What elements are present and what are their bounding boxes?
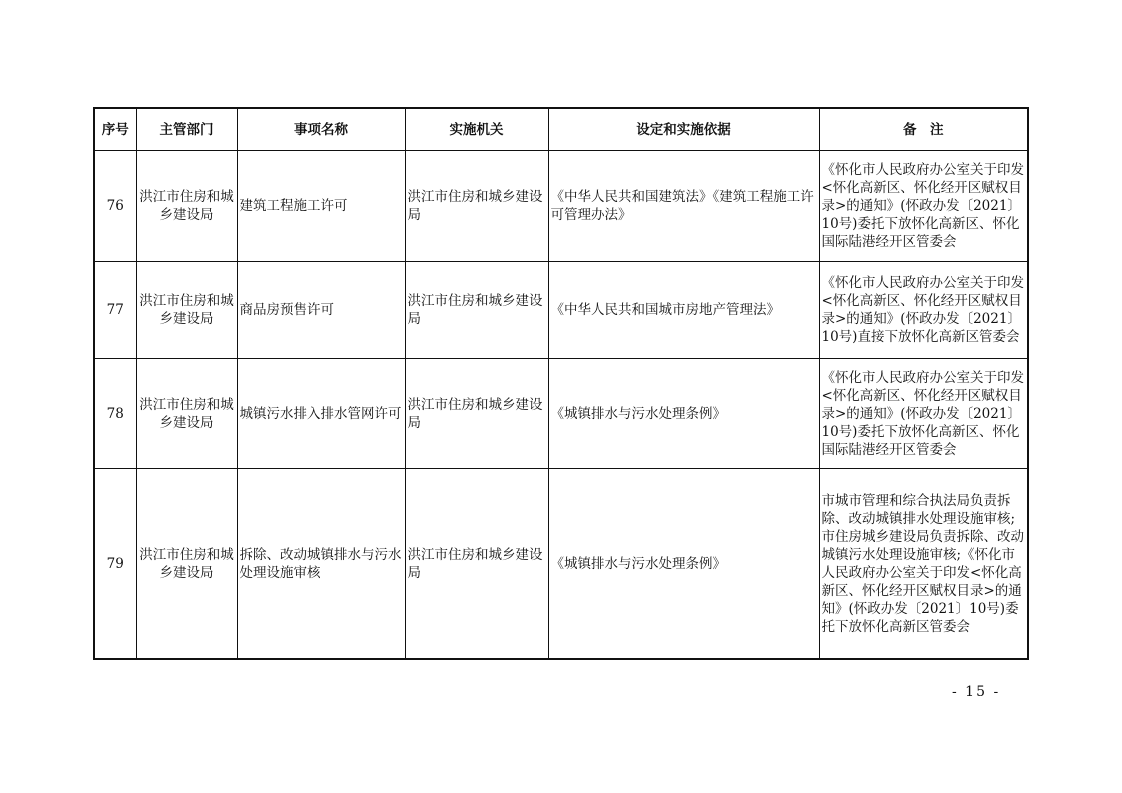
- cell-remarks: 市城市管理和综合执法局负责拆除、改动城镇排水处理设施审核;市住房城乡建设局负责拆除、改动城镇污水处理设施审核;《怀化市人民政府办公室关于印发<怀化高新区、怀化经开区赋权目录>的通知》(怀政办发〔2021〕10号)委托下放怀化高新区管委会: [819, 469, 1028, 660]
- cell-item: 城镇污水排入排水管网许可: [237, 359, 405, 469]
- cell-seq: 76: [94, 151, 136, 262]
- table-row: [94, 262, 1028, 359]
- cell-dept: 洪江市住房和城乡建设局: [136, 151, 237, 262]
- table-row: [94, 469, 1028, 660]
- cell-basis: 《中华人民共和国城市房地产管理法》: [548, 262, 819, 359]
- header-remarks: 备 注: [819, 108, 1028, 151]
- page-number: - 15 -: [952, 684, 1001, 700]
- header-basis: 设定和实施依据: [548, 108, 819, 151]
- cell-remarks: 《怀化市人民政府办公室关于印发<怀化高新区、怀化经开区赋权目录>的通知》(怀政办发〔2021〕10号)直接下放怀化高新区管委会: [819, 262, 1028, 359]
- cell-agency: 洪江市住房和城乡建设局: [405, 151, 548, 262]
- header-agency: 实施机关: [405, 108, 548, 151]
- cell-item: 拆除、改动城镇排水与污水处理设施审核: [237, 469, 405, 660]
- cell-remarks: 《怀化市人民政府办公室关于印发<怀化高新区、怀化经开区赋权目录>的通知》(怀政办发〔2021〕10号)委托下放怀化高新区、怀化国际陆港经开区管委会: [819, 151, 1028, 262]
- cell-seq: 77: [94, 262, 136, 359]
- cell-agency: 洪江市住房和城乡建设局: [405, 359, 548, 469]
- cell-remarks: 《怀化市人民政府办公室关于印发<怀化高新区、怀化经开区赋权目录>的通知》(怀政办发〔2021〕10号)委托下放怀化高新区、怀化国际陆港经开区管委会: [819, 359, 1028, 469]
- table-row: [94, 359, 1028, 469]
- document-table: [93, 107, 1029, 660]
- cell-dept: 洪江市住房和城乡建设局: [136, 262, 237, 359]
- header-item: 事项名称: [237, 108, 405, 151]
- cell-basis: 《城镇排水与污水处理条例》: [548, 359, 819, 469]
- cell-seq: 78: [94, 359, 136, 469]
- table-row: [94, 151, 1028, 262]
- cell-dept: 洪江市住房和城乡建设局: [136, 469, 237, 660]
- cell-agency: 洪江市住房和城乡建设局: [405, 262, 548, 359]
- cell-item: 商品房预售许可: [237, 262, 405, 359]
- cell-basis: 《中华人民共和国建筑法》《建筑工程施工许可管理办法》: [548, 151, 819, 262]
- cell-basis: 《城镇排水与污水处理条例》: [548, 469, 819, 660]
- header-dept: 主管部门: [136, 108, 237, 151]
- cell-item: 建筑工程施工许可: [237, 151, 405, 262]
- cell-dept: 洪江市住房和城乡建设局: [136, 359, 237, 469]
- cell-agency: 洪江市住房和城乡建设局: [405, 469, 548, 660]
- cell-seq: 79: [94, 469, 136, 660]
- table-header-row: [94, 108, 1028, 151]
- header-seq: 序号: [94, 108, 136, 151]
